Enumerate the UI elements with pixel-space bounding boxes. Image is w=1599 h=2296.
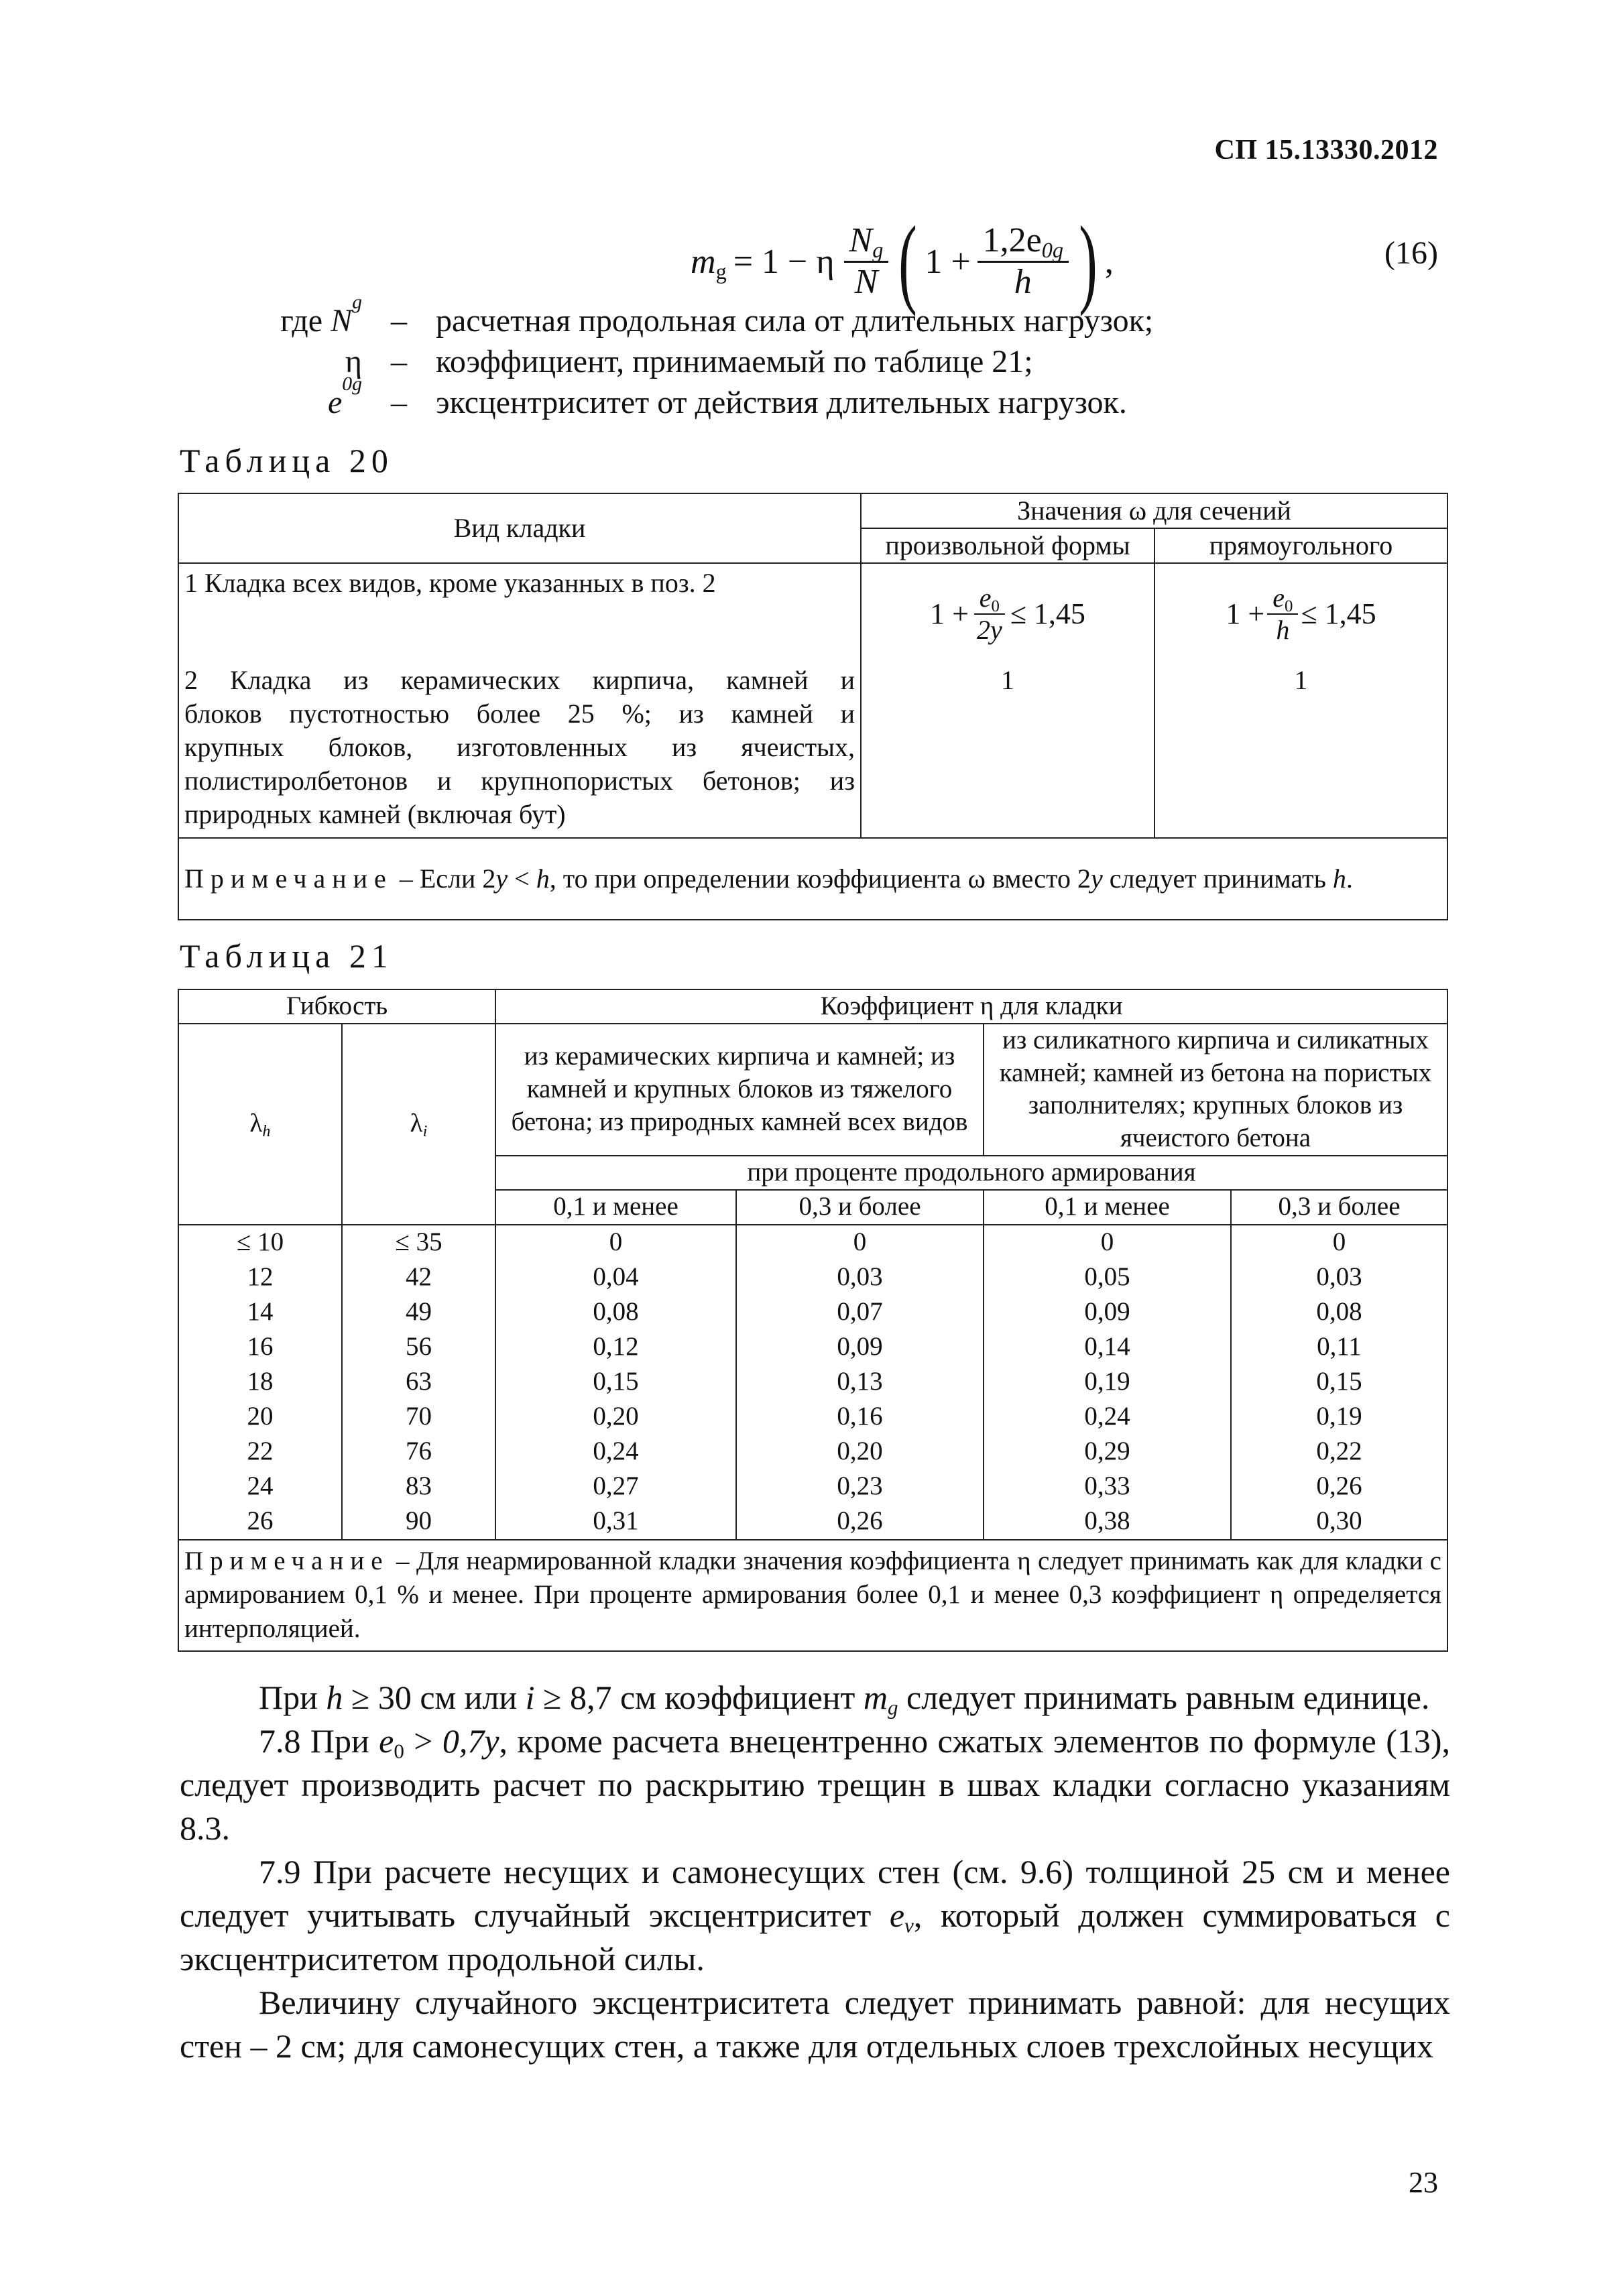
table-cell: 26 bbox=[178, 1504, 342, 1540]
table-cell: 0,09 bbox=[736, 1330, 984, 1365]
table-cell: 0,08 bbox=[495, 1295, 736, 1330]
table20-row1-formula1: 1 + $\frac{e_0}{2y}$ ≤ 1,45 bbox=[861, 563, 1154, 664]
table-cell: 56 bbox=[342, 1330, 495, 1365]
document-code: СП 15.13330.2012 bbox=[1214, 135, 1438, 166]
table21-subhead: 0,3 и более bbox=[1231, 1190, 1447, 1225]
table-cell: 0,08 bbox=[1231, 1295, 1447, 1330]
table-cell: 76 bbox=[342, 1435, 495, 1469]
equation-number: (16) bbox=[1384, 235, 1438, 271]
table-row bbox=[178, 1330, 1447, 1365]
table-row bbox=[178, 1225, 1447, 1260]
table-cell: 0,33 bbox=[984, 1469, 1231, 1504]
formula-eq: = 1 − η bbox=[733, 242, 835, 281]
table-20-caption: Таблица 20 bbox=[180, 442, 394, 479]
definitions-list bbox=[208, 291, 1154, 423]
table-cell: 63 bbox=[342, 1365, 495, 1400]
table-cell: 14 bbox=[178, 1295, 342, 1330]
table-cell: ≤ 10 bbox=[178, 1225, 342, 1260]
table-cell: 0 bbox=[495, 1225, 736, 1260]
definition-ng: где N g – расчетная продольная сила от длительных нагрузок; bbox=[280, 291, 1154, 339]
table-row bbox=[178, 1260, 1447, 1295]
table-cell: 24 bbox=[178, 1469, 342, 1504]
table21-head-group2: из силикатного кирпича и силикатных камней; камней из бетона на пористых заполнителях; крупных блоков из ячеистого бетона bbox=[984, 1024, 1447, 1156]
table-cell: 0,22 bbox=[1231, 1435, 1447, 1469]
table-cell: 90 bbox=[342, 1504, 495, 1540]
table21-subhead: 0,3 и более bbox=[736, 1190, 984, 1225]
table20-row2-value2: 1 bbox=[1154, 664, 1447, 838]
table-cell: 18 bbox=[178, 1365, 342, 1400]
table-cell: 0 bbox=[736, 1225, 984, 1260]
formula-frac-ng-n: $\frac{N_g}{N}$ bbox=[844, 223, 889, 300]
table21-head-flexibility: Гибкость bbox=[178, 989, 495, 1024]
table-cell: 0,16 bbox=[736, 1400, 984, 1435]
table21-head-reinforcement: при проценте продольного армирования bbox=[495, 1156, 1447, 1190]
table21-head-lambda-i: $\lambda_i$ bbox=[342, 1024, 495, 1225]
table-cell: 0,03 bbox=[1231, 1260, 1447, 1295]
table-cell: 0,07 bbox=[736, 1295, 984, 1330]
table-cell: 22 bbox=[178, 1435, 342, 1469]
table21-head-group1: из керамических кирпича и камней; из камней и крупных блоков из тяжелого бетона; из природных камней всех видов bbox=[495, 1024, 984, 1156]
table-cell: 0,27 bbox=[495, 1469, 736, 1504]
table-row bbox=[178, 1504, 1447, 1540]
table21-note: Примечание – Для неармированной кладки значения коэффициента η следует принимать как для кладки с армированием 0,1 % и менее. При проценте армирования более 0,1 и менее 0,3 коэффициент η определяется интерполяцией. bbox=[178, 1540, 1447, 1651]
table20-note: Примечание – Если 2y < h, то при определении коэффициента ω вместо 2y следует принимать h. bbox=[178, 838, 1447, 920]
table-cell: 0,04 bbox=[495, 1260, 736, 1295]
table-cell: 12 bbox=[178, 1260, 342, 1295]
table-cell: 83 bbox=[342, 1469, 495, 1504]
table-cell: 0,14 bbox=[984, 1330, 1231, 1365]
formula-frac-e0g-h: $\frac{1,2e_{0g}}{h}$ bbox=[978, 223, 1069, 300]
table20-head-rect: прямоугольного bbox=[1154, 528, 1447, 563]
paragraph-mg-unity: При h ≥ 30 см или i ≥ 8,7 см коэффициент $m_g$ следует принимать равным единице. bbox=[259, 1679, 1430, 1719]
page-number: 23 bbox=[1409, 2166, 1438, 2199]
table-cell: 0,24 bbox=[984, 1400, 1231, 1435]
table-cell: 0,20 bbox=[495, 1400, 736, 1435]
definition-eta: η – коэффициент, принимаемый по таблице 21; bbox=[345, 344, 1033, 379]
table-cell: 0,29 bbox=[984, 1435, 1231, 1469]
table-cell: 0,26 bbox=[1231, 1469, 1447, 1504]
table-cell: 0,38 bbox=[984, 1504, 1231, 1540]
table20-row2-value1: 1 bbox=[861, 664, 1154, 838]
table-cell: 0,05 bbox=[984, 1260, 1231, 1295]
definition-e0g: e 0g – эксцентриситет от действия длительных нагрузок. bbox=[327, 373, 1127, 420]
table-cell: 0,20 bbox=[736, 1435, 984, 1469]
table-cell: 0,19 bbox=[1231, 1400, 1447, 1435]
table-cell: 42 bbox=[342, 1260, 495, 1295]
table-cell: 0,11 bbox=[1231, 1330, 1447, 1365]
table-row bbox=[178, 1365, 1447, 1400]
table-row bbox=[178, 1435, 1447, 1469]
table-row bbox=[178, 1295, 1447, 1330]
body-text bbox=[180, 1676, 1450, 2068]
table-cell: 0,13 bbox=[736, 1365, 984, 1400]
table21-head-coefficient: Коэффициент η для кладки bbox=[495, 989, 1447, 1024]
table-20 bbox=[178, 493, 1448, 920]
formula-paren-right: ) bbox=[1079, 206, 1098, 317]
table-cell: 0 bbox=[984, 1225, 1231, 1260]
table-cell: 0,15 bbox=[495, 1365, 736, 1400]
table-cell: ≤ 35 bbox=[342, 1225, 495, 1260]
table-cell: 0 bbox=[1231, 1225, 1447, 1260]
table-cell: 70 bbox=[342, 1400, 495, 1435]
table-cell: 0,19 bbox=[984, 1365, 1231, 1400]
table-cell: 0,31 bbox=[495, 1504, 736, 1540]
table-cell: 0,12 bbox=[495, 1330, 736, 1365]
table20-row2-text: 2 Кладка из керамических кирпича, камней и блоков пустотностью более 25 %; из камней и крупных блоков, изготовленных из ячеистых, полистиролбетонов и крупнопористых бетонов; из природных камней (включая бут) bbox=[178, 664, 861, 838]
paragraph-random-eccentricity: Величину случайного эксцентриситета следует принимать равной: для несущих стен – 2 см; для самонесущих стен, а также для отдельных слоев трехслойных несущих bbox=[180, 1984, 1450, 2065]
paragraph-7-9: 7.9 При расчете несущих и самонесущих стен (см. 9.6) толщиной 25 см и менее следует учитывать случайный эксцентриситет $e_v$, который должен суммироваться с эксцентриситетом продольной силы. bbox=[180, 1853, 1450, 1978]
table-21 bbox=[178, 989, 1448, 1652]
table-cell: 20 bbox=[178, 1400, 342, 1435]
table-cell: 0,24 bbox=[495, 1435, 736, 1469]
table20-head-kind: Вид кладки bbox=[178, 493, 861, 563]
table-21-caption: Таблица 21 bbox=[180, 937, 394, 975]
table20-row1-formula2: 1 + $\frac{e_0}{h}$ ≤ 1,45 bbox=[1154, 563, 1447, 664]
table21-subhead: 0,1 и менее bbox=[984, 1190, 1231, 1225]
table-row bbox=[178, 1400, 1447, 1435]
table-cell: 0,09 bbox=[984, 1295, 1231, 1330]
table-cell: 0,26 bbox=[736, 1504, 984, 1540]
table-cell: 0,03 bbox=[736, 1260, 984, 1295]
formula-paren-left: ( bbox=[898, 206, 918, 317]
table-cell: 49 bbox=[342, 1295, 495, 1330]
table-cell: 0,15 bbox=[1231, 1365, 1447, 1400]
table20-row1-text: 1 Кладка всех видов, кроме указанных в поз. 2 bbox=[178, 563, 861, 664]
table-cell: 0,23 bbox=[736, 1469, 984, 1504]
table21-head-lambda-h: $\lambda_h$ bbox=[178, 1024, 342, 1225]
formula-lhs: $m_g$ bbox=[691, 242, 727, 284]
formula-one-plus: 1 + bbox=[925, 242, 971, 281]
table21-subhead: 0,1 и менее bbox=[495, 1190, 736, 1225]
formula-tail: , bbox=[1104, 242, 1114, 281]
paragraph-7-8: 7.8 При $e_0 > 0,7y$, кроме расчета внецентренно сжатых элементов по формуле (13), следует производить расчет по раскрытию трещин в швах кладки согласно указаниям 8.3. bbox=[180, 1722, 1450, 1847]
table-cell: 16 bbox=[178, 1330, 342, 1365]
table-row bbox=[178, 1469, 1447, 1504]
table20-head-arbitrary: произвольной формы bbox=[861, 528, 1154, 563]
table-cell: 0,30 bbox=[1231, 1504, 1447, 1540]
table20-head-values: Значения ω для сечений bbox=[861, 493, 1447, 528]
